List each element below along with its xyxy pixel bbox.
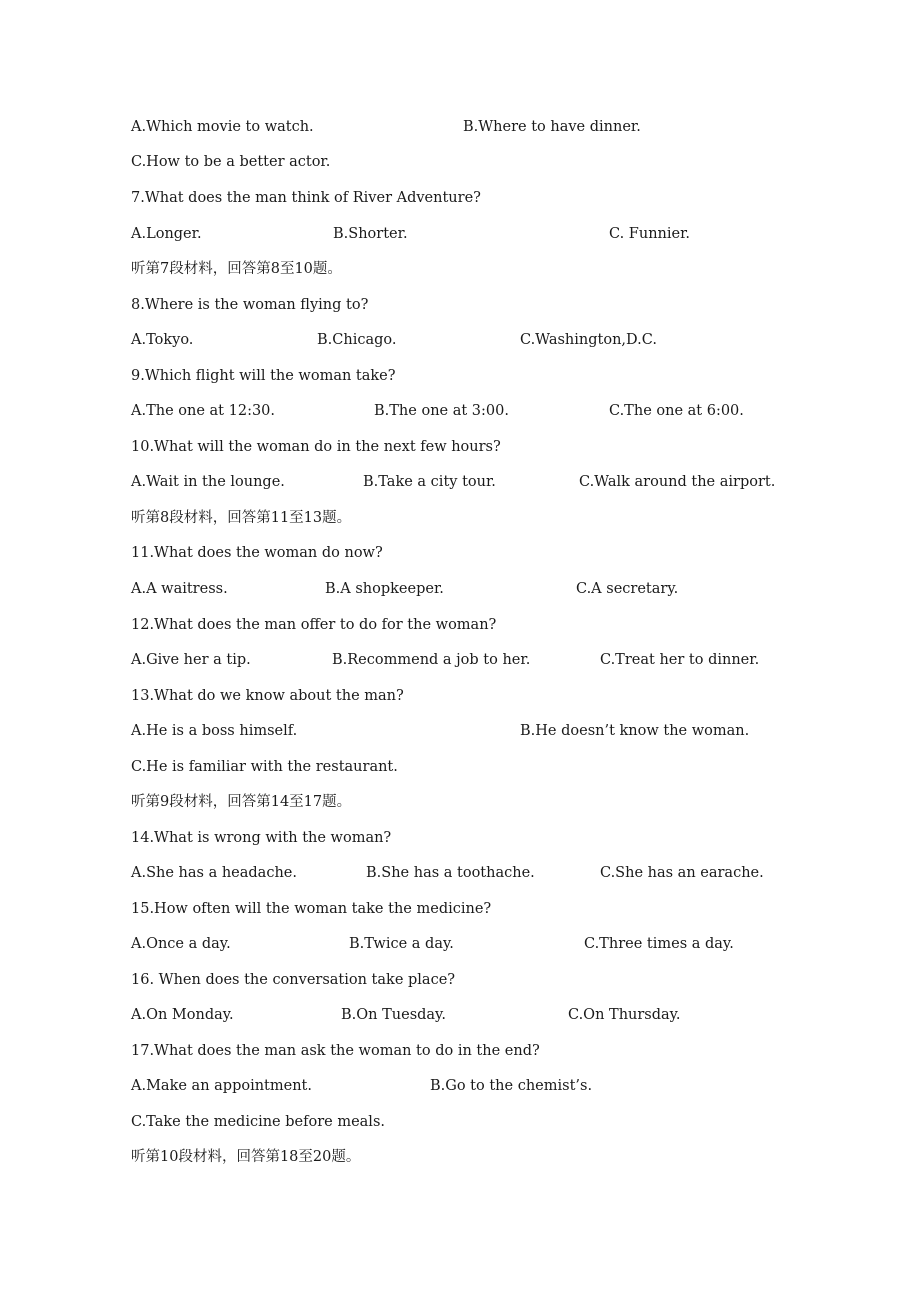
question-text: 9.Which flight will the woman take? — [131, 368, 396, 384]
answer-option: B.Twice a day. — [349, 936, 454, 952]
answer-option: B.Go to the chemist’s. — [430, 1078, 593, 1094]
section-instruction: 听第8段材料，回答第11至13题。 — [131, 510, 352, 526]
answer-option: B.Chicago. — [317, 332, 397, 348]
answer-option: B.She has a toothache. — [366, 865, 535, 881]
question-text: 10.What will the woman do in the next few hours? — [131, 439, 501, 455]
answer-option: C.He is familiar with the restaurant. — [131, 759, 398, 775]
answer-option: B.A shopkeeper. — [325, 581, 444, 597]
answer-option: C.On Thursday. — [568, 1007, 681, 1023]
question-text: 17.What does the man ask the woman to do in the end? — [131, 1043, 540, 1059]
answer-option: A.The one at 12:30. — [131, 403, 276, 419]
answer-option: C.Washington,D.C. — [520, 332, 657, 348]
question-text: 12.What does the man offer to do for the woman? — [131, 617, 497, 633]
answer-option: B.The one at 3:00. — [374, 403, 509, 419]
question-text: 8.Where is the woman flying to? — [131, 297, 369, 313]
answer-option: A.Make an appointment. — [131, 1078, 312, 1094]
answer-option: B.Where to have dinner. — [463, 119, 641, 135]
section-instruction: 听第7段材料，回答第8至10题。 — [131, 261, 342, 277]
answer-option: A.Longer. — [131, 226, 202, 242]
answer-option: C.Walk around the airport. — [579, 474, 776, 490]
answer-option: C.How to be a better actor. — [131, 154, 331, 170]
answer-option: A.Once a day. — [131, 936, 231, 952]
answer-option: C.Treat her to dinner. — [600, 652, 760, 668]
answer-option: A.She has a headache. — [131, 865, 297, 881]
question-text: 15.How often will the woman take the medicine? — [131, 901, 492, 917]
answer-option: B.On Tuesday. — [341, 1007, 446, 1023]
answer-option: C.She has an earache. — [600, 865, 764, 881]
answer-option: C. Funnier. — [609, 226, 691, 242]
answer-option: A.He is a boss himself. — [131, 723, 298, 739]
answer-option: C.A secretary. — [576, 581, 679, 597]
answer-option: B.Recommend a job to her. — [332, 652, 531, 668]
answer-option: A.A waitress. — [131, 581, 228, 597]
answer-option: C.Take the medicine before meals. — [131, 1114, 385, 1130]
answer-option: C.Three times a day. — [584, 936, 734, 952]
answer-option: C.The one at 6:00. — [609, 403, 744, 419]
section-instruction: 听第9段材料，回答第14至17题。 — [131, 794, 352, 810]
answer-option: A.Which movie to watch. — [131, 119, 314, 135]
answer-option: B.Shorter. — [333, 226, 408, 242]
question-text: 13.What do we know about the man? — [131, 688, 404, 704]
answer-option: A.Tokyo. — [131, 332, 194, 348]
answer-option: A.Wait in the lounge. — [131, 474, 285, 490]
answer-option: A.On Monday. — [131, 1007, 234, 1023]
question-text: 14.What is wrong with the woman? — [131, 830, 392, 846]
section-instruction: 听第10段材料，回答第18至20题。 — [131, 1149, 361, 1165]
question-text: 16. When does the conversation take place? — [131, 972, 456, 988]
answer-option: A.Give her a tip. — [131, 652, 251, 668]
answer-option: B.Take a city tour. — [363, 474, 496, 490]
answer-option: B.He doesn’t know the woman. — [520, 723, 750, 739]
question-text: 11.What does the woman do now? — [131, 545, 383, 561]
question-text: 7.What does the man think of River Adventure? — [131, 190, 481, 206]
